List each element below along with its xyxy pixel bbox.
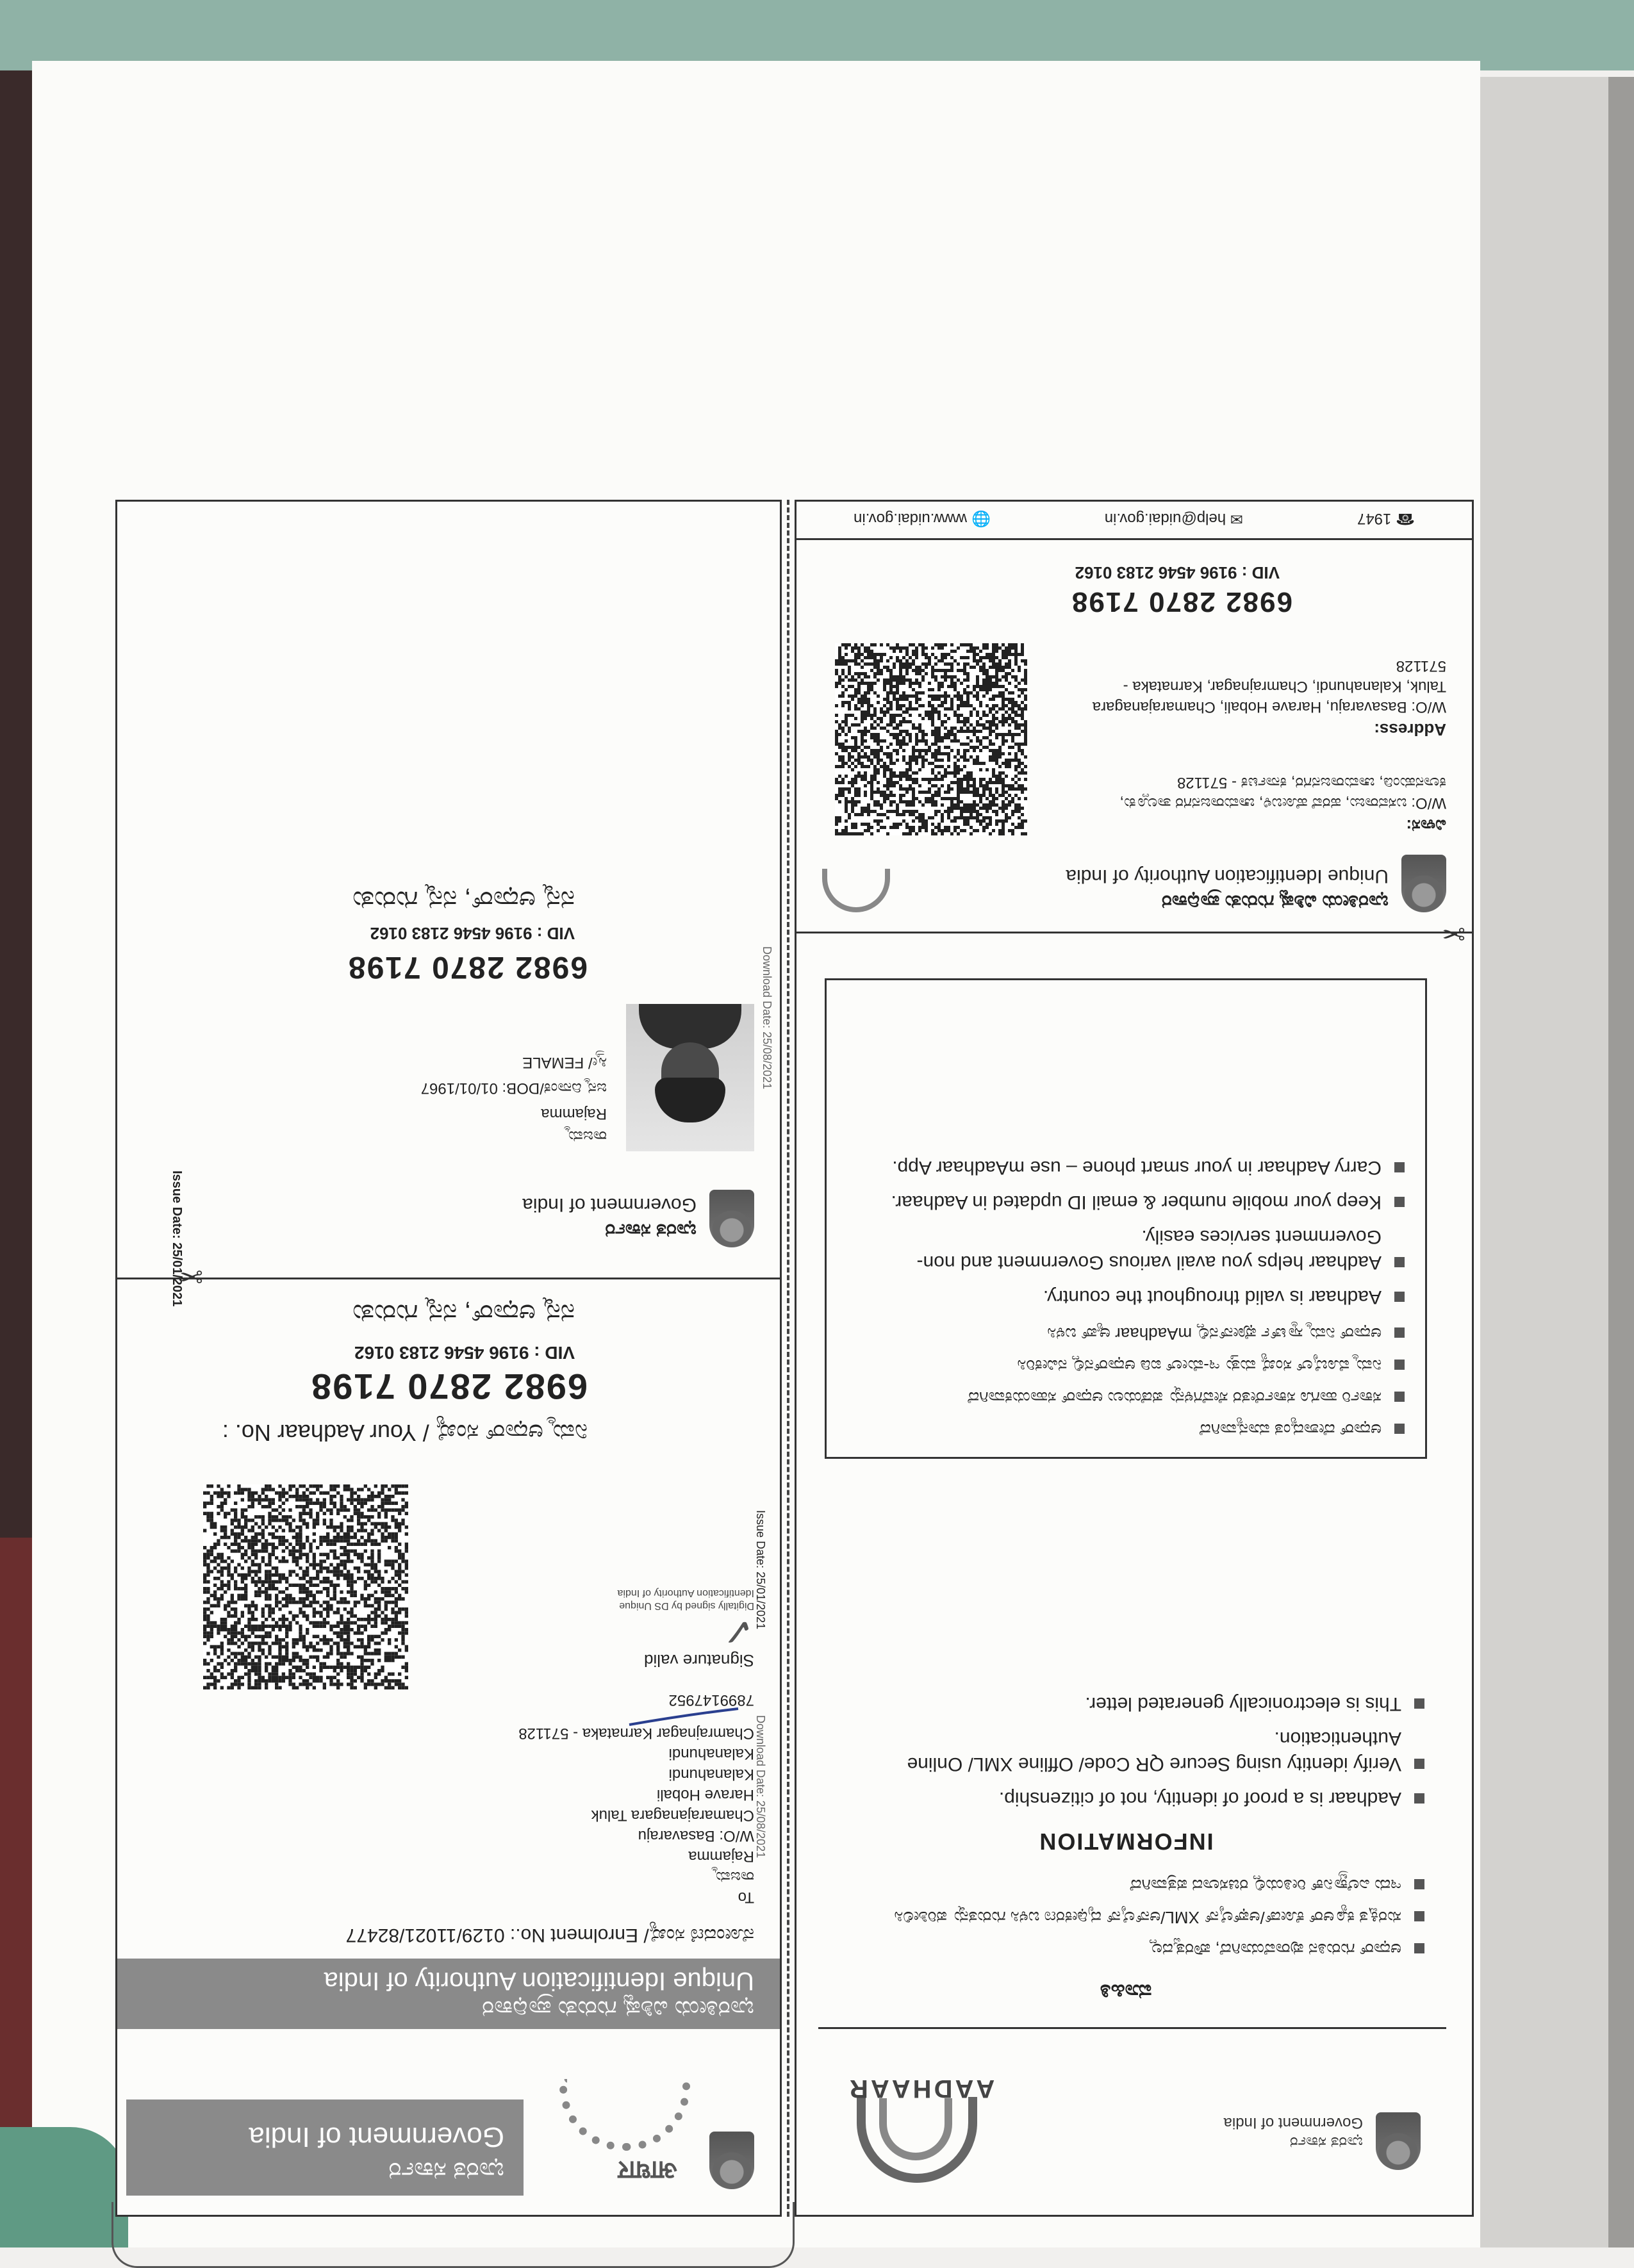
aadhaar-number-back: 6982 2870 7198 xyxy=(1070,586,1292,618)
web-contact: 🌐 www.uidai.gov.in xyxy=(854,510,991,528)
list-item: This is electronically generated letter. xyxy=(825,1691,1427,1716)
address-line: Chamrajnagar Karnataka - 571128 xyxy=(518,1725,754,1742)
back-header xyxy=(818,2027,1446,2196)
holder-name: Rajamma xyxy=(541,1105,607,1122)
box-list-en xyxy=(845,1155,1407,1310)
address-line: W/O: Basavaraju xyxy=(638,1827,754,1845)
list-item: ಆಧಾರ್ ನಿಮ್ಮ ಸ್ಮಾರ್ಟ್ ಫೋನ್‌ನಲ್ಲಿ mAadhaar ಆ್ಯಪ್ ಬಳಸಿ xyxy=(845,1322,1407,1345)
box-list-kn xyxy=(845,1322,1407,1442)
aadhaar-number: 6982 2870 7198 xyxy=(310,1367,588,1407)
list-item: ಸರ್ಕಾರಿ ಹಾಗೂ ಸರ್ಕಾರೇತರ ಸೇವೆಗಳನ್ನು ಪಡೆಯಲು ಆಧಾರ್ ಸಹಾಯಕವಾಗಿದೆ xyxy=(845,1386,1407,1409)
list-item: Keep your mobile number & email ID updated in Aadhaar. xyxy=(845,1189,1407,1215)
list-item: ನಿಮ್ಮ ಮೊಬೈಲ್ ಸಂಖ್ಯೆ ಮತ್ತು ಇ-ಮೇಲ್ ಐಡಿ ಆಧಾರ್‌ನಲ್ಲಿ ನವೀಕರಿಸಿ xyxy=(845,1354,1407,1377)
card-issue-date: Issue Date: 25/01/2021 xyxy=(170,1171,184,1307)
emblem-icon xyxy=(709,1190,754,1247)
signature-details: Digitally signed by DS Unique Identification Authority of India xyxy=(617,1588,754,1611)
aadhaar-wordmark: AADHAAR xyxy=(847,2075,995,2103)
download-date: Download Date: 25/08/2021 xyxy=(754,1715,767,1859)
address-line: To xyxy=(738,1889,754,1906)
uidai-banner xyxy=(117,1959,780,2029)
info-box xyxy=(825,978,1427,1459)
vid-back: VID : 9196 4546 2183 0162 xyxy=(1075,563,1280,582)
mobile-number: 7899147952 xyxy=(668,1691,754,1709)
card-aadhaar-number: 6982 2870 7198 xyxy=(347,950,588,984)
front-header xyxy=(117,1725,780,2215)
scissors-icon: ✂ xyxy=(1442,917,1465,949)
email-address: help@uidai.gov.in xyxy=(1104,510,1226,528)
uidai-title: Unique Identification Authority of India xyxy=(1066,866,1389,887)
scan-background-bottom-left xyxy=(0,2127,128,2247)
contact-footer xyxy=(796,500,1472,540)
uidai-title-kn: ಭಾರತೀಯ ವಿಶಿಷ್ಟ ಗುರುತು ಪ್ರಾಧಿಕಾರ xyxy=(1161,891,1389,912)
emblem-icon xyxy=(1401,855,1446,912)
holder-photo xyxy=(626,1004,754,1151)
qr-code-icon xyxy=(203,1484,408,1689)
letter-back-half xyxy=(795,500,1474,2217)
list-item: ಆಧಾರ್ ಗುರುತಿನ ಪುರಾವೆಯಾಗಿದೆ, ಪೌರತ್ವದಲ್ಲ xyxy=(825,1938,1427,1961)
uidai-title-kn: ಭಾರತೀಯ ವಿಶಿಷ್ಟ ಗುರುತು ಪ್ರಾಧಿಕಾರ xyxy=(482,1996,754,2023)
information-section xyxy=(825,1682,1427,2003)
card-vid: VID : 9196 4546 2183 0162 xyxy=(370,924,575,943)
info-title: INFORMATION xyxy=(1038,1828,1214,1855)
gender: ಸ್ತ್ರೀ/ FEMALE xyxy=(522,1054,607,1071)
scissors-icon: ✂ xyxy=(179,1260,203,1292)
address-line: Chamarajanagara Taluk xyxy=(591,1807,754,1824)
scan-background-top xyxy=(0,0,1634,70)
address: W/O: Basavaraju, Harave Hobali, Chamarajanagara Taluk, Kalanahundi, Chamrajnagar, Karnataka - 571128 xyxy=(1092,657,1446,716)
list-item: ಇದು ಎಲೆಕ್ಟ್ರಾನಿಕ್ ರೀತಿಯಲ್ಲಿ ರಚಿಸಲಾದ ಪತ್ರವಾಗಿದೆ xyxy=(825,1874,1427,1897)
emblem-icon xyxy=(709,2132,754,2189)
aadhaar-card-front xyxy=(117,869,780,1307)
address-line: Kalanahundi xyxy=(668,1766,754,1783)
address-kn: W/O: ಬಸವರಾಜು, ಹರವೆ ಹೋಬಳಿ, ಚಾಮರಾಜನಗರ ತಾಲ್ಲೂಕು, ಕಲಾನಹುಂಡಿ, ಚಾಮರಾಜನಗರ, ಕರ್ನಾಟಕ - 571128 xyxy=(1119,774,1446,812)
address-line: Kalanahundi xyxy=(668,1745,754,1763)
aadhaar-sun-logo-icon xyxy=(559,2079,690,2151)
info-list-kn xyxy=(825,1874,1427,1961)
scan-background-right-edge xyxy=(1608,77,1634,2247)
recipient-address xyxy=(421,1723,754,1907)
enrolment-number: ನೋಂದಣಿ ಸಂಖ್ಯೆ/ Enrolment No.: 0129/11021/82477 xyxy=(345,1925,754,1946)
info-list-en xyxy=(825,1691,1427,1811)
back-gov-kn: ಭಾರತ ಸರ್ಕಾರ xyxy=(1289,2133,1363,2151)
uidai-title: Unique Identification Authority of India xyxy=(324,1967,754,1995)
card-separator xyxy=(117,1278,780,1279)
card-gov-kn: ಭಾರತ ಸರ್ಕಾರ xyxy=(605,1220,697,1241)
emblem-icon xyxy=(1376,2112,1421,2170)
gov-title-kn: ಭಾರತ ಸರ್ಕಾರ xyxy=(388,2157,504,2184)
your-aadhaar-label: ನಿಮ್ಮ ಆಧಾರ್ ಸಂಖ್ಯೆ / Your Aadhaar No. : xyxy=(222,1420,588,1446)
card-download-date: Download Date: 25/08/2021 xyxy=(761,946,773,1090)
list-item: ಆಧಾರ್ ದೇಶಾದ್ಯಂತ ಮಾನ್ಯವಾಗಿದೆ xyxy=(845,1418,1407,1442)
website: www.uidai.gov.in xyxy=(854,510,968,528)
phone-contact: ☎ 1947 xyxy=(1357,510,1415,528)
card-gov: Government of India xyxy=(522,1194,697,1215)
list-item: Aadhaar is valid throughout the country. xyxy=(845,1284,1407,1310)
date-of-birth: ಜನ್ಮ ದಿನಾಂಕ/DOB: 01/01/1967 xyxy=(420,1080,607,1097)
aadhaar-letter xyxy=(115,500,1474,2217)
list-item: Aadhaar helps you avail various Government and non-Government services easily. xyxy=(845,1224,1407,1275)
address-line: Rajamma xyxy=(688,1848,754,1865)
slogan: ನನ್ನ ಆಧಾರ್, ನನ್ನ ಗುರುತು xyxy=(352,1299,575,1327)
back-card xyxy=(796,500,1472,933)
qr-code-icon xyxy=(835,643,1027,835)
holder-name-kn: ರಾಜಮ್ಮ xyxy=(566,1128,607,1145)
checkmark-icon: ✓ xyxy=(722,1610,754,1653)
address-line: Harave Hobali xyxy=(656,1786,754,1804)
aadhaar-logo-icon xyxy=(822,869,890,912)
info-title-kn: ಮಾಹಿತಿ xyxy=(1100,1980,1152,2003)
aadhaar-hindi-logo: आधार xyxy=(618,2156,677,2184)
list-item: Verify identity using Secure QR Code/ Offline XML/ Online Authentication. xyxy=(825,1725,1427,1777)
signature-block xyxy=(562,1574,754,1670)
back-gov: Government of India xyxy=(1223,2114,1363,2132)
list-item: Carry Aadhaar in your smart phone – use mAadhaar App. xyxy=(845,1155,1407,1180)
letter-front-half xyxy=(115,500,782,2217)
address-label-kn: ವಿಳಾಸ: xyxy=(1406,816,1446,835)
signature-label: Signature valid xyxy=(644,1651,754,1670)
list-item: Aadhaar is a proof of identity, not of citizenship. xyxy=(825,1786,1427,1811)
email-contact: ✉ help@uidai.gov.in xyxy=(1104,510,1243,528)
pen-mark-icon xyxy=(626,1702,741,1728)
issue-date: Issue Date: 25/01/2021 xyxy=(754,1510,767,1630)
government-banner xyxy=(126,2100,524,2196)
address-label: Address: xyxy=(1374,720,1446,739)
list-item: ಸುರಕ್ಷಿತ ಕ್ಯೂಆರ್ ಕೋಡ್/ಆಫ್‌ಲೈನ್ XML/ಆನ್‌ಲೈನ್ ದೃಢೀಕರಣ ಬಳಸಿ ಗುರುತನ್ನು ಪರಿಶೀಲಿಸಿ xyxy=(825,1906,1427,1929)
address-line: ರಾಜಮ್ಮ xyxy=(713,1868,754,1886)
card-slogan: ನನ್ನ ಆಧಾರ್, ನನ್ನ ಗುರುತು xyxy=(352,886,575,914)
vid: VID : 9196 4546 2183 0162 xyxy=(354,1343,575,1363)
phone-number: 1947 xyxy=(1357,510,1392,528)
dashed-cut-line xyxy=(787,500,789,2217)
gov-title: Government of India xyxy=(249,2121,504,2153)
